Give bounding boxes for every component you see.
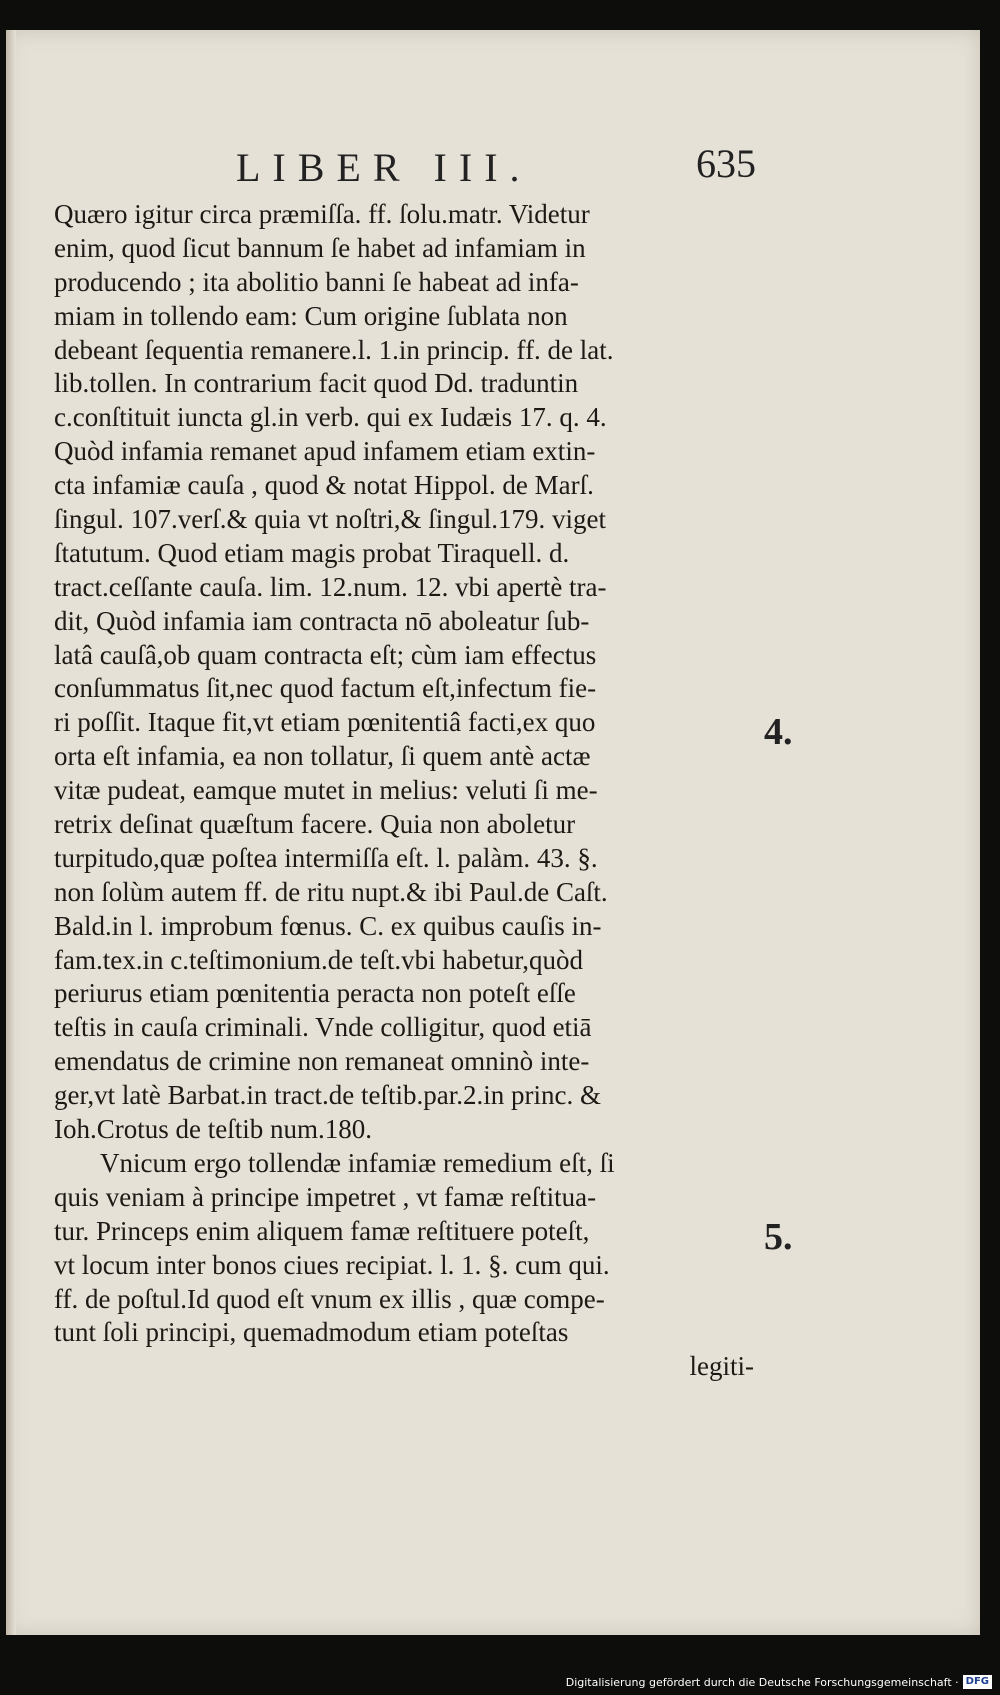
text-line: vt locum inter bonos ciues recipiat. l. 1. §. cum qui. — [54, 1249, 610, 1280]
running-title: LIBER III. — [236, 145, 532, 190]
margin-note-4: 4. — [764, 711, 793, 753]
text-line: turpitudo,quæ poſtea intermiſſa eſt. l. palàm. 43. §. — [54, 842, 598, 873]
text-line: non ſolùm autem ff. de ritu nupt.& ibi Paul.de Caſt. — [54, 876, 608, 907]
body-text — [54, 198, 754, 1384]
text-line: retrix deſinat quæſtum facere. Quia non aboletur — [54, 809, 576, 840]
text-line: quis veniam à principe impetret , vt famæ reſtitua- — [54, 1181, 597, 1212]
text-line: ri poſſit. Itaque fit,vt etiam pœnitentiâ facti,ex quo — [54, 707, 596, 738]
text-line: ff. de poſtul.Id quod eſt vnum ex illis , quæ compe- — [54, 1283, 605, 1314]
text-line: Quòd infamia remanet apud infamem etiam extin- — [54, 436, 596, 467]
text-line: cta infamiæ cauſa , quod & notat Hippol. de Marſ. — [54, 470, 594, 501]
digitization-credit — [566, 1673, 992, 1691]
text-line: tract.ceſſante cauſa. lim. 12.num. 12. vbi apertè tra- — [54, 571, 607, 602]
margin-note-5: 5. — [764, 1216, 793, 1258]
text-line: ſingul. 107.verſ.& quia vt noſtri,& ſingul.179. viget — [54, 504, 606, 535]
text-line: vitæ pudeat, eamque mutet in melius: veluti ſi me- — [54, 775, 598, 806]
book-page — [6, 30, 980, 1635]
text-line: conſummatus ſit,nec quod factum eſt,infectum fie- — [54, 673, 597, 704]
text-line: tunt ſoli principi, quemadmodum etiam poteſtas — [54, 1317, 569, 1348]
text-line: fam.tex.in c.teſtimonium.de teſt.vbi habetur,quòd — [54, 944, 584, 975]
text-line: Ioh.Crotus de teſtib num.180. — [54, 1114, 372, 1145]
page-number: 635 — [696, 141, 756, 186]
catchword: legiti- — [689, 1351, 754, 1382]
text-line: Bald.in l. improbum fœnus. C. ex quibus cauſis in- — [54, 910, 602, 941]
dfg-logo: DFG — [963, 1675, 992, 1689]
text-line: Quæro igitur circa præmiſſa. ff. ſolu.matr. Videtur — [54, 199, 590, 229]
text-line: ger,vt latè Barbat.in tract.de teſtib.par.2.in princ. & — [54, 1080, 601, 1111]
text-line: debeant ſequentia remanere.l. 1.in princip. ff. de lat. — [54, 334, 614, 365]
credit-text: Digitalisierung gefördert durch die Deutsche Forschungsgemeinschaft · — [565, 1675, 959, 1689]
text-line: periurus etiam pœnitentia peracta non poteſt eſſe — [54, 978, 576, 1009]
text-line: ſtatutum. Quod etiam magis probat Tiraquell. d. — [54, 537, 570, 568]
text-line: enim, quod ſicut bannum ſe habet ad infamiam in — [54, 232, 586, 263]
page-header — [236, 120, 756, 190]
text-line: Vnicum ergo tollendæ infamiæ remedium eſt, ſi — [100, 1147, 615, 1178]
text-line: emendatus de crimine non remaneat omninò inte- — [54, 1046, 590, 1077]
text-line: lib.tollen. In contrarium facit quod Dd. traduntin — [54, 368, 579, 399]
text-line: orta eſt infamia, ea non tollatur, ſi quem antè actæ — [54, 741, 591, 772]
text-line: producendo ; ita abolitio banni ſe habeat ad infa- — [54, 266, 579, 297]
text-line: teſtis in cauſa criminali. Vnde colligitur, quod etiā — [54, 1012, 592, 1043]
text-line: latâ cauſâ,ob quam contracta eſt; cùm iam effectus — [54, 639, 597, 670]
text-line: tur. Princeps enim aliquem famæ reſtituere poteſt, — [54, 1215, 590, 1246]
page-edge-shadow — [6, 30, 16, 1635]
text-line: miam in tollendo eam: Cum origine ſublata non — [54, 300, 568, 331]
text-line: dit, Quòd infamia iam contracta nō aboleatur ſub- — [54, 605, 590, 636]
text-line: c.conſtituit iuncta gl.in verb. qui ex Iudæis 17. q. 4. — [54, 402, 607, 433]
